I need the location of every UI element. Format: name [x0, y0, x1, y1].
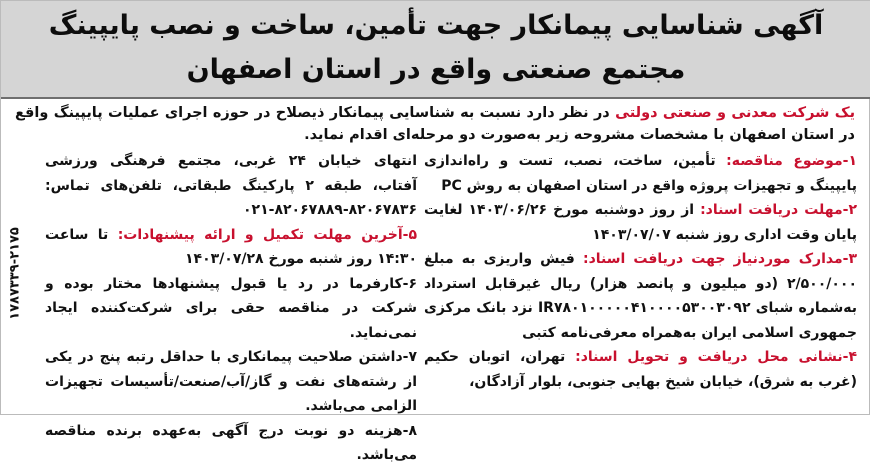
intro-bold-2: استان اصفهان: [729, 127, 835, 143]
announcement-header: [1, 1, 870, 99]
intro-text-1: در نظر دارد نسبت به: [454, 105, 616, 121]
item-3-body: فیش واریزی به مبلغ ۲/۵۰۰/۰۰۰ (دو میلیون و پانصد هزار) ریال غیرقابل استرداد به‌شماره شبای IR۷۸۰۱۰۰۰۰۰۴۱۰۰۰۰۵۳۰۰۳۰۹۲ نزد بانک مرکزی جمهوری اسلامی ایران به‌همراه معرفی‌نامه کتبی: [424, 251, 857, 341]
item-3: [424, 247, 857, 345]
item-4-body: تهران، اتوبان حکیم (غرب به شرق)، خیابان شیخ بهایی جنوبی، بلوار آزادگان،: [424, 349, 857, 390]
item-2-body: از روز دوشنبه مورخ ۱۴۰۳/۰۶/۲۶ لغایت پایان وقت اداری روز شنبه ۱۴۰۳/۰۷/۰۷: [424, 202, 857, 243]
item-2: [424, 198, 857, 247]
item-7: ۷-داشتن صلاحیت پیمانکاری با حداقل رتبه پنج در یکی از رشته‌های نفت و گاز/آب/صنعت/تأسیسات تجهیزات الزامی می‌باشد.: [45, 349, 417, 414]
side-code-strip: [3, 146, 25, 416]
intro-bold-1: شناسایی پیمانکار: [329, 105, 455, 121]
side-code: ۱۷۸۷۳۳۹-۲۱۷۵: [7, 227, 23, 320]
item-8: ۸-هزینه دو نوبت درج آگهی به‌عهده برنده مناقصه می‌باشد.: [45, 422, 417, 463]
item-2-heading: ۲-مهلت دریافت اسناد:: [700, 202, 857, 218]
column-right: [424, 149, 857, 394]
item-6: ۶-کارفرما در رد یا قبول پیشنهادها مختار بوده و شرکت در مناقصه حقی برای شرکت‌کننده ایجاد نمی‌نماید.: [45, 275, 417, 341]
column-left: [45, 149, 417, 468]
announcement-subtitle: مجتمع صنعتی واقع در استان اصفهان: [186, 54, 686, 85]
intro-text-3: با مشخصات مشروحه زیر به‌صورت دو مرحله‌ای اقدام نماید.: [304, 127, 730, 143]
item-4-heading: ۴-نشانی محل دریافت و تحویل اسناد:: [575, 349, 857, 365]
company-name: یک شرکت معدنی و صنعتی دولتی: [615, 105, 856, 121]
item-1-heading: ۱-موضوع مناقصه:: [726, 153, 857, 169]
item-5-body: تا ساعت ۱۴:۳۰ روز شنبه مورخ ۱۴۰۳/۰۷/۲۸: [45, 226, 417, 267]
intro-text-2: ذیصلاح در حوزه اجرای عملیات پایپینگ واقع در: [15, 105, 855, 143]
item-3-heading: ۳-مدارک موردنیاز جهت دریافت اسناد:: [582, 251, 857, 267]
item-5: [45, 223, 417, 272]
item-1: [424, 149, 857, 198]
announcement-title: آگهی شناسایی پیمانکار جهت تأمین، ساخت و نصب پایپینگ: [48, 10, 824, 41]
item-1-body: تأمین، ساخت، نصب، تست و راه‌اندازی پایپینگ و تجهیزات پروژه واقع در استان اصفهان به روش PC: [424, 153, 857, 194]
item-4: [424, 345, 857, 394]
intro-paragraph: [15, 102, 855, 146]
item-4-continuation: انتهای خیابان ۲۴ غربی، مجتمع فرهنگی ورزشی آفتاب، طبقه ۲ پارکینگ طبقاتی، تلفن‌های تماس: ۸۲۰۶۷۸۳۶-۸۲۰۶۷۸۸۹-۰۲۱: [45, 153, 417, 218]
item-5-heading: ۵-آخرین مهلت تکمیل و ارائه پیشنهادات:: [117, 226, 418, 243]
